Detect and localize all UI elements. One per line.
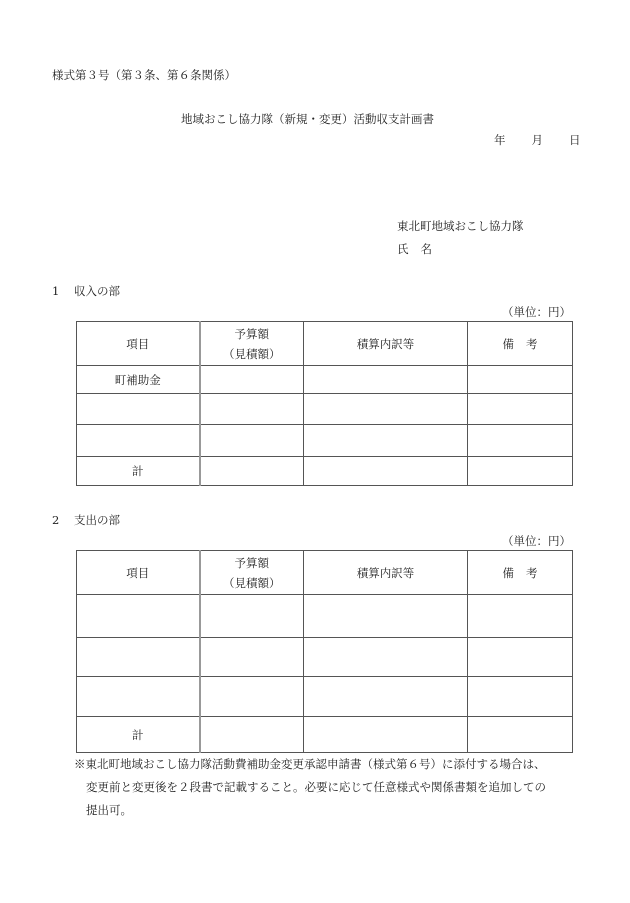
header-budget: 予算額 （見積額） (200, 551, 304, 595)
header-budget: 予算額 （見積額） (200, 322, 304, 366)
document-title: 地域おこし協力隊（新規・変更）活動収支計画書 (181, 112, 434, 126)
expense-section-title (52, 512, 120, 528)
item-cell[interactable] (77, 638, 200, 677)
remarks-cell[interactable] (468, 366, 573, 394)
breakdown-cell[interactable] (304, 638, 468, 677)
table-row (77, 677, 573, 717)
income-unit-label: （単位：円） (502, 305, 571, 319)
table-header-row (77, 551, 573, 595)
total-breakdown-cell[interactable] (304, 457, 468, 486)
table-row (77, 366, 573, 394)
budget-cell[interactable] (200, 677, 304, 717)
item-cell[interactable] (77, 425, 200, 457)
table-row (77, 425, 573, 457)
expense-table (76, 550, 573, 753)
remarks-cell[interactable] (468, 638, 573, 677)
remarks-cell[interactable] (468, 677, 573, 717)
expense-unit-label: （単位：円） (502, 534, 571, 548)
footnote-line-1: ※東北町地域おこし協力隊活動費補助金変更承認申請書（様式第６号）に添付する場合は、 (74, 757, 546, 771)
name-label: 氏 名 (397, 242, 432, 256)
remarks-cell[interactable] (468, 595, 573, 638)
header-breakdown: 積算内訳等 (304, 551, 468, 595)
header-remarks: 備 考 (468, 322, 573, 366)
remarks-cell[interactable] (468, 425, 573, 457)
table-row (77, 394, 573, 425)
item-cell[interactable] (77, 394, 200, 425)
budget-cell[interactable] (200, 394, 304, 425)
year-label: 年 (494, 133, 506, 147)
date-line (494, 132, 581, 148)
section-label: 支出の部 (74, 513, 120, 527)
breakdown-cell[interactable] (304, 425, 468, 457)
header-remarks: 備 考 (468, 551, 573, 595)
header-breakdown: 積算内訳等 (304, 322, 468, 366)
footnote-line-2: 変更前と変更後を２段書で記載すること。必要に応じて任意様式や関係書類を追加しての (86, 780, 546, 794)
income-section-title (52, 283, 120, 299)
total-budget-cell[interactable] (200, 457, 304, 486)
section-label: 収入の部 (74, 284, 120, 298)
breakdown-cell[interactable] (304, 677, 468, 717)
organization-name: 東北町地域おこし協力隊 (397, 219, 524, 233)
total-row (77, 457, 573, 486)
breakdown-cell[interactable] (304, 366, 468, 394)
footnote (74, 753, 594, 822)
budget-cell[interactable] (200, 366, 304, 394)
footnote-line-3: 提出可。 (86, 803, 132, 817)
table-row (77, 595, 573, 638)
total-label: 計 (77, 457, 200, 486)
income-table (76, 321, 573, 486)
item-cell[interactable]: 町補助金 (77, 366, 200, 394)
total-budget-cell[interactable] (200, 717, 304, 753)
item-cell[interactable] (77, 595, 200, 638)
section-number: 1 (52, 284, 60, 298)
remarks-cell[interactable] (468, 394, 573, 425)
item-cell[interactable] (77, 677, 200, 717)
total-breakdown-cell[interactable] (304, 717, 468, 753)
month-label: 月 (531, 133, 543, 147)
day-label: 日 (569, 133, 581, 147)
header-item: 項目 (77, 551, 200, 595)
breakdown-cell[interactable] (304, 394, 468, 425)
total-remarks-cell[interactable] (468, 717, 573, 753)
form-number: 様式第３号（第３条、第６条関係） (52, 68, 236, 82)
budget-cell[interactable] (200, 425, 304, 457)
budget-cell[interactable] (200, 595, 304, 638)
section-number: 2 (52, 513, 60, 527)
breakdown-cell[interactable] (304, 595, 468, 638)
table-row (77, 638, 573, 677)
total-row (77, 717, 573, 753)
table-header-row (77, 322, 573, 366)
total-remarks-cell[interactable] (468, 457, 573, 486)
budget-cell[interactable] (200, 638, 304, 677)
total-label: 計 (77, 717, 200, 753)
header-item: 項目 (77, 322, 200, 366)
